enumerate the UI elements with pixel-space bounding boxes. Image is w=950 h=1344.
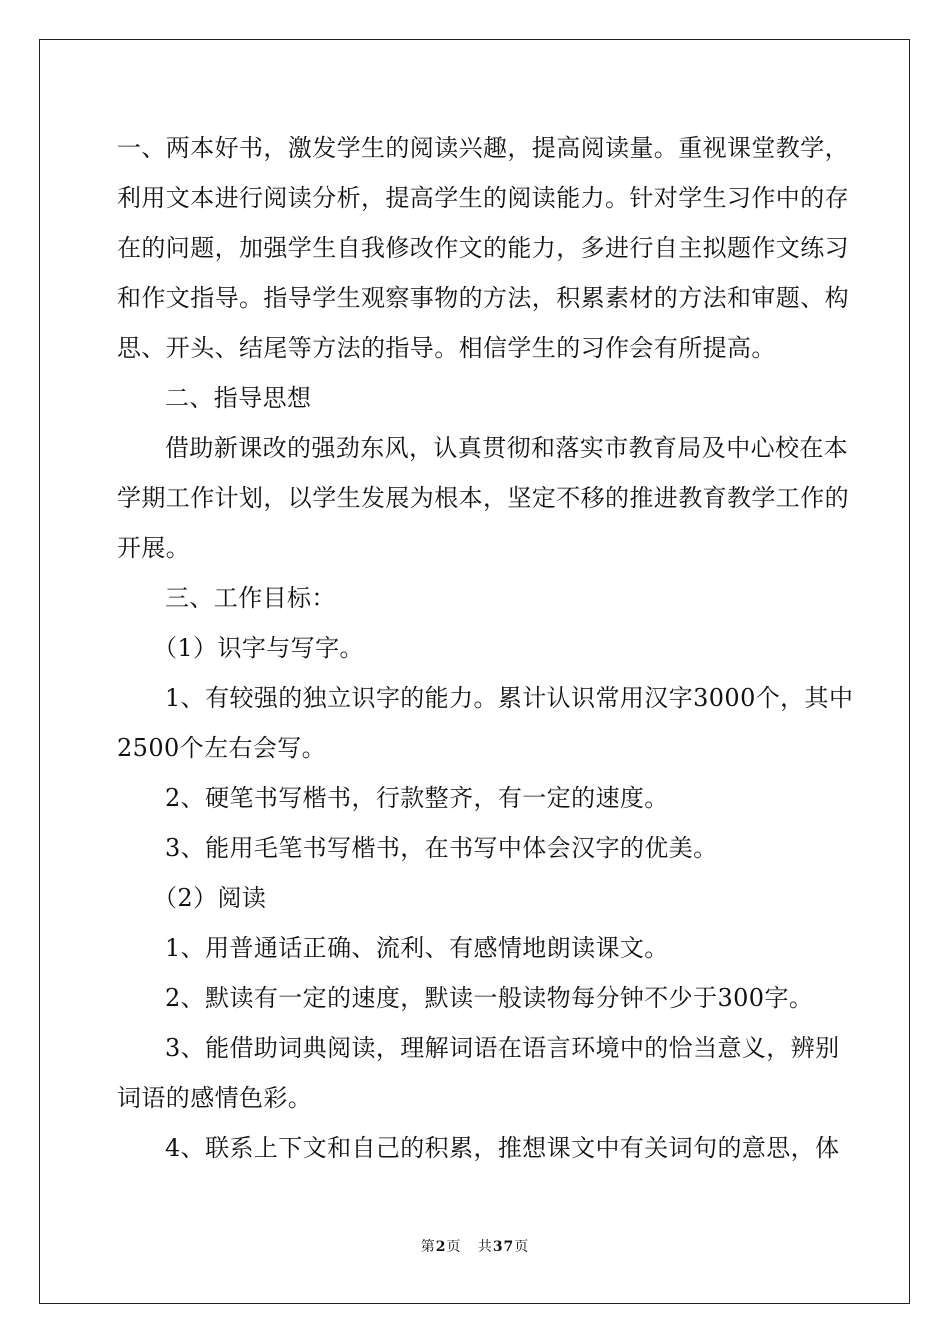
text-line: 思、开头、结尾等方法的指导。相信学生的习作会有所提高。 xyxy=(117,334,776,362)
total-suffix: 页 xyxy=(514,1239,530,1255)
text-line: 词语的感情色彩。 xyxy=(117,1084,313,1112)
page-number: 2 xyxy=(435,1239,447,1255)
text-line: 一、两本好书，激发学生的阅读兴趣，提高阅读量。重视课堂教学， xyxy=(117,134,849,162)
list-item: 2、硬笔书写楷书，行款整齐，有一定的速度。 xyxy=(165,784,669,812)
total-pages: 37 xyxy=(492,1239,515,1255)
list-item: 1、有较强的独立识字的能力。累计认识常用汉字3000个，其中 xyxy=(165,684,854,712)
text-line: 借助新课改的强劲东风，认真贯彻和落实市教育局及中心校在本 xyxy=(165,434,849,462)
text-line: 和作文指导。指导学生观察事物的方法，积累素材的方法和审题、构 xyxy=(117,284,849,312)
text-line: 学期工作计划，以学生发展为根本，坚定不移的推进教育教学工作的 xyxy=(117,484,849,512)
section-heading: 三、工作目标： xyxy=(165,584,336,612)
text-line: 开展。 xyxy=(117,534,191,562)
page-prefix: 第 xyxy=(420,1239,436,1255)
subsection-heading: （2）阅读 xyxy=(153,884,267,912)
page-suffix: 页 xyxy=(446,1239,462,1255)
list-item: 4、联系上下文和自己的积累，推想课文中有关词句的意思，体 xyxy=(165,1134,840,1162)
list-item: 2、默读有一定的速度，默读一般读物每分钟不少于300字。 xyxy=(165,984,814,1012)
total-prefix: 共 xyxy=(477,1239,493,1255)
text-line: 利用文本进行阅读分析，提高学生的阅读能力。针对学生习作中的存 xyxy=(117,184,849,212)
text-line: 在的问题，加强学生自我修改作文的能力，多进行自主拟题作文练习 xyxy=(117,234,849,262)
page-footer xyxy=(0,1237,950,1257)
subsection-heading: （1）识字与写字。 xyxy=(153,634,364,662)
list-item: 3、能借助词典阅读，理解词语在语言环境中的恰当意义，辨别 xyxy=(165,1034,840,1062)
list-item: 1、用普通话正确、流利、有感情地朗读课文。 xyxy=(165,934,669,962)
text-line: 2500个左右会写。 xyxy=(117,734,327,762)
list-item: 3、能用毛笔书写楷书，在书写中体会汉字的优美。 xyxy=(165,834,718,862)
section-heading: 二、指导思想 xyxy=(165,384,312,412)
